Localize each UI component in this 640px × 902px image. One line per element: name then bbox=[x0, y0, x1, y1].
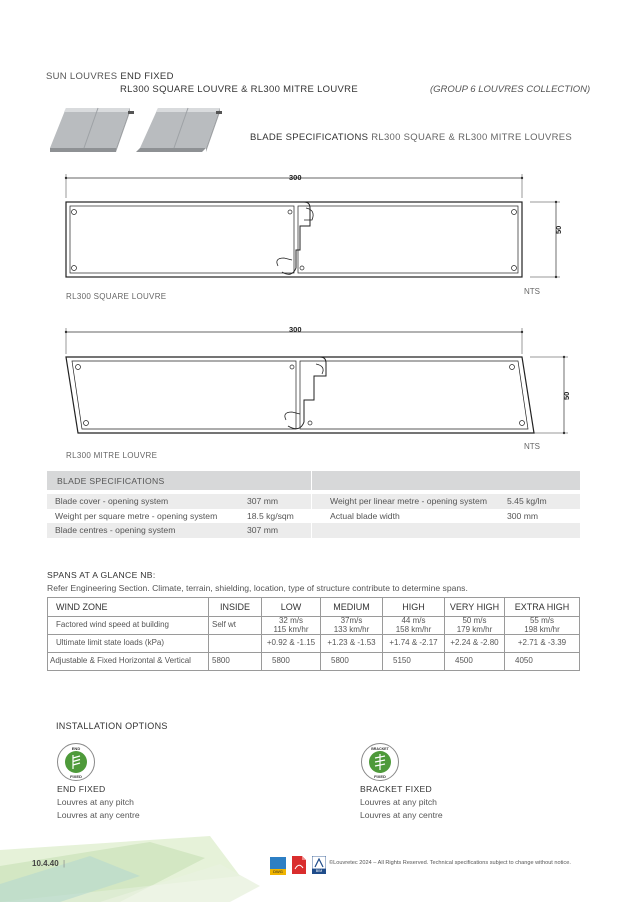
table-row bbox=[48, 635, 580, 653]
bracket-fixed-icon bbox=[360, 742, 400, 782]
square-nts: NTS bbox=[524, 287, 540, 296]
pdf-icon[interactable] bbox=[292, 856, 306, 874]
cell-medium bbox=[321, 617, 383, 635]
spans-note: Refer Engineering Section. Climate, terrain, shielding, location, type of structure contribute to determine spans. bbox=[47, 583, 468, 593]
cell-inside bbox=[209, 635, 262, 653]
spec-value: 307 mm bbox=[247, 496, 279, 506]
col-header: HIGH bbox=[383, 598, 445, 617]
spans-table bbox=[47, 597, 580, 671]
cell-extra-high: 4050 bbox=[505, 653, 580, 671]
cell-extra-high bbox=[505, 617, 580, 635]
cell-very-high bbox=[445, 617, 505, 635]
installation-option-line: Louvres at any centre bbox=[360, 810, 443, 820]
badge-top-text: BRACKET bbox=[371, 747, 389, 751]
col-header: INSIDE bbox=[209, 598, 262, 617]
cell-line: 50 m/s bbox=[462, 616, 487, 625]
row-label: Factored wind speed at building bbox=[48, 617, 209, 635]
page-separator: | bbox=[62, 859, 66, 868]
end-fixed-badge bbox=[56, 742, 96, 782]
installation-option-line: Louvres at any pitch bbox=[360, 797, 437, 807]
mitre-height-dim: 50 bbox=[562, 391, 571, 400]
cell-line: 198 km/hr bbox=[524, 624, 560, 634]
blade-spec-table-header bbox=[47, 471, 580, 490]
page-number bbox=[32, 859, 65, 868]
col-header: WIND ZONE bbox=[48, 598, 209, 617]
cell-low: +0.92 & -1.15 bbox=[262, 635, 321, 653]
table-row bbox=[47, 509, 580, 524]
cell-extra-high: +2.71 & -3.39 bbox=[505, 635, 580, 653]
cell-line: 37m/s bbox=[340, 616, 363, 625]
table-row bbox=[47, 494, 580, 509]
spec-label: Blade cover - opening system bbox=[55, 496, 169, 506]
installation-option-name: BRACKET FIXED bbox=[360, 784, 433, 794]
mitre-louvre-caption: RL300 MITRE LOUVRE bbox=[66, 451, 158, 460]
header-fixing: END FIXED bbox=[120, 71, 174, 82]
spec-value: 5.45 kg/lm bbox=[507, 496, 547, 506]
row-label: Adjustable & Fixed Horizontal & Vertical bbox=[48, 653, 209, 671]
header-product: RL300 SQUARE LOUVRE & RL300 MITRE LOUVRE bbox=[120, 84, 358, 95]
cell-inside: Self wt bbox=[209, 617, 262, 635]
cell-high: +1.74 & -2.17 bbox=[383, 635, 445, 653]
installation-option-line: Louvres at any centre bbox=[57, 810, 140, 820]
cell-low: 5800 bbox=[262, 653, 321, 671]
table-header-row bbox=[48, 598, 580, 617]
copyright-text: ©Louvretec 2024 – All Rights Reserved. Technical specifications subject to change without notice. bbox=[329, 860, 571, 866]
spec-label: Actual blade width bbox=[330, 510, 400, 521]
cell-medium: +1.23 & -1.53 bbox=[321, 635, 383, 653]
spec-value: 18.5 kg/sqm bbox=[247, 510, 294, 521]
cell-high: 5150 bbox=[383, 653, 445, 671]
cell-very-high: 4500 bbox=[445, 653, 505, 671]
louvre-product-images bbox=[44, 100, 224, 156]
col-header: MEDIUM bbox=[321, 598, 383, 617]
cell-line: 44 m/s bbox=[401, 616, 426, 625]
cell-line: 115 km/hr bbox=[273, 624, 309, 634]
mitre-nts: NTS bbox=[524, 442, 540, 451]
cell-line: 158 km/hr bbox=[395, 624, 432, 634]
end-fixed-icon bbox=[56, 742, 96, 782]
mitre-width-dim: 300 bbox=[289, 325, 302, 334]
col-header: EXTRA HIGH bbox=[505, 598, 580, 617]
cell-inside: 5800 bbox=[209, 653, 262, 671]
square-height-dim: 50 bbox=[554, 225, 563, 234]
spec-label: Blade centres - opening system bbox=[55, 525, 176, 535]
spec-value: 307 mm bbox=[247, 525, 279, 535]
mitre-louvre-drawing bbox=[60, 318, 580, 438]
table-row bbox=[48, 653, 580, 671]
blade-spec-heading-product: RL300 SQUARE & RL300 MITRE LOUVRES bbox=[371, 132, 573, 143]
bim-icon-label: BIM bbox=[315, 869, 323, 873]
table-row bbox=[47, 523, 580, 538]
installation-option-line: Louvres at any pitch bbox=[57, 797, 134, 807]
blade-spec-table bbox=[47, 471, 580, 538]
header-collection: (GROUP 6 LOUVRES COLLECTION) bbox=[430, 84, 591, 95]
dwg-icon[interactable] bbox=[270, 857, 286, 875]
cell-very-high: +2.24 & -2.80 bbox=[445, 635, 505, 653]
bim-icon[interactable] bbox=[312, 856, 326, 874]
col-header: VERY HIGH bbox=[445, 598, 505, 617]
blade-spec-table-title: BLADE SPECIFICATIONS bbox=[47, 471, 312, 490]
square-louvre-drawing bbox=[60, 168, 580, 288]
badge-top-text: END bbox=[71, 746, 81, 751]
cell-low bbox=[262, 617, 321, 635]
spec-value: 300 mm bbox=[507, 510, 539, 521]
bracket-fixed-badge bbox=[360, 742, 400, 782]
installation-option-name: END FIXED bbox=[57, 784, 106, 794]
spans-title: SPANS AT A GLANCE NB: bbox=[47, 570, 156, 580]
cell-line: 133 km/hr bbox=[333, 624, 370, 634]
cell-line: 179 km/hr bbox=[456, 624, 493, 634]
square-width-dim: 300 bbox=[289, 173, 302, 182]
badge-bottom-text: FIXED bbox=[70, 774, 82, 779]
col-header: LOW bbox=[262, 598, 321, 617]
spec-label: Weight per linear metre - opening system bbox=[330, 496, 487, 506]
cell-line: 32 m/s bbox=[278, 616, 303, 625]
header-line-1 bbox=[46, 71, 174, 82]
spec-label: Weight per square metre - opening system bbox=[55, 510, 218, 521]
cell-line: 55 m/s bbox=[529, 616, 554, 625]
table-row bbox=[48, 617, 580, 635]
cell-high bbox=[383, 617, 445, 635]
badge-bottom-text: FIXED bbox=[374, 774, 386, 779]
page-number-value: 10.4.40 bbox=[32, 859, 59, 868]
mitre-louvre-image bbox=[136, 108, 222, 152]
dwg-icon-label: DWG bbox=[270, 869, 286, 875]
blade-spec-heading bbox=[250, 132, 572, 143]
installation-title: INSTALLATION OPTIONS bbox=[56, 721, 168, 731]
square-louvre-image bbox=[50, 108, 134, 152]
header-category: SUN LOUVRES bbox=[46, 71, 118, 82]
row-label: Ultimate limit state loads (kPa) bbox=[48, 635, 209, 653]
square-louvre-caption: RL300 SQUARE LOUVRE bbox=[66, 292, 167, 301]
blade-spec-heading-label: BLADE SPECIFICATIONS bbox=[250, 132, 369, 143]
cell-medium: 5800 bbox=[321, 653, 383, 671]
